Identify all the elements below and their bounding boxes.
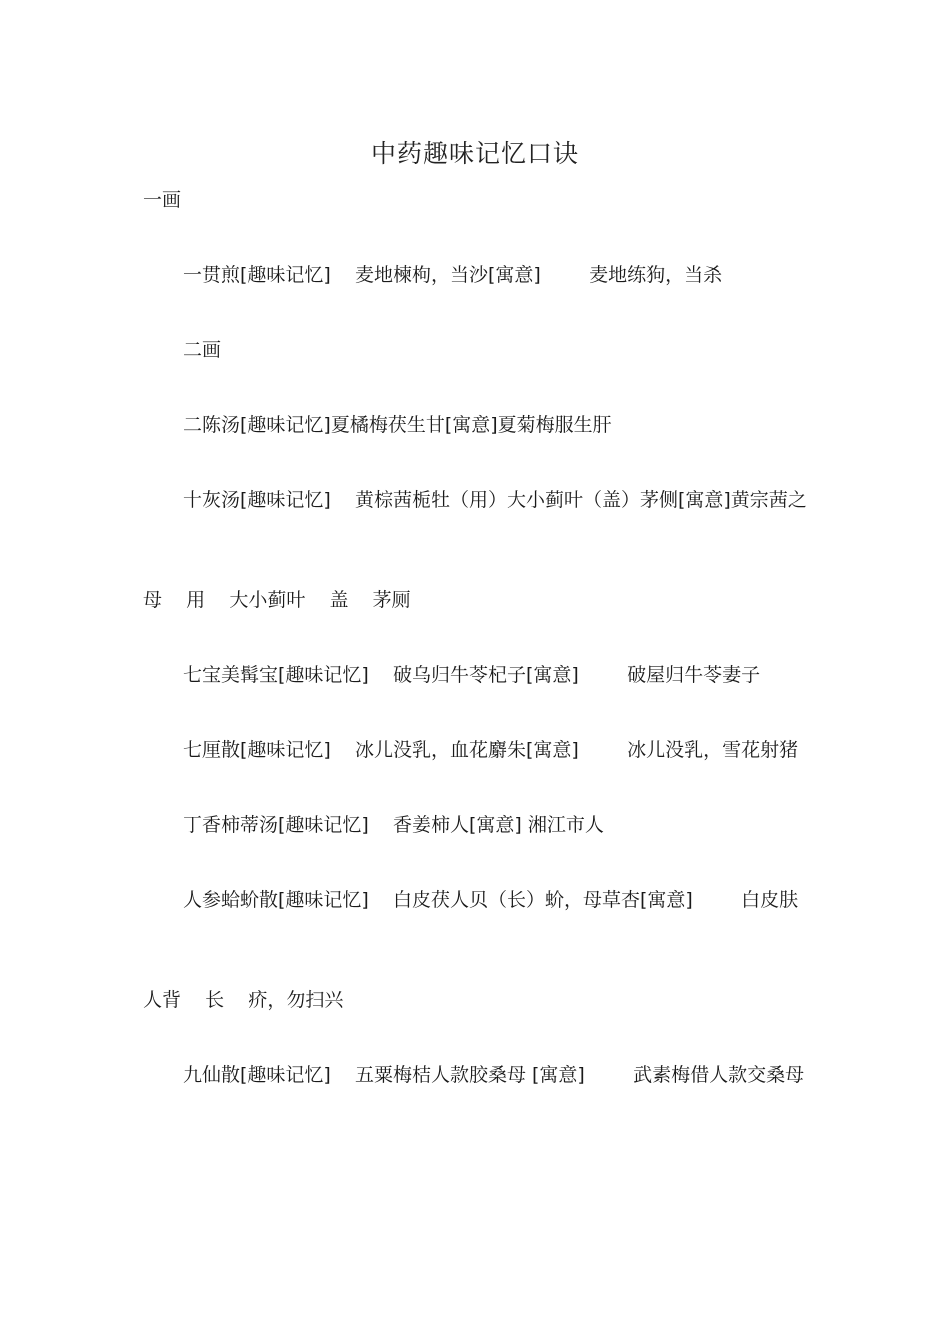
text-line: 九仙散[趣味记忆] 五粟梅桔人款胶桑母 [寓意] 武素梅借人款交桑母 — [183, 1064, 805, 1086]
text-line: 人参蛤蚧散[趣味记忆] 白皮茯人贝（长）蚧，母草杏[寓意] 白皮肤 — [183, 889, 799, 911]
document-title: 中药趣味记忆口诀 — [370, 139, 579, 168]
text-line: 二陈汤[趣味记忆]夏橘梅茯生甘[寓意]夏菊梅服生肝 — [183, 414, 612, 436]
text-line: 一贯煎[趣味记忆] 麦地楝枸，当沙[寓意] 麦地练狗，当杀 — [183, 264, 723, 286]
section-heading-one-stroke: 一画 — [143, 189, 182, 211]
text-line-continuation: 母 用 大小蓟叶 盖 茅厕 — [143, 589, 411, 611]
text-line: 七宝美髯宝[趣味记忆] 破乌归牛苓杞子[寓意] 破屋归牛苓妻子 — [183, 664, 761, 686]
text-line: 丁香柿蒂汤[趣味记忆] 香姜柿人[寓意] 湘江市人 — [183, 814, 604, 836]
text-line-continuation: 人背 长 疥，勿扫兴 — [143, 989, 344, 1011]
section-heading-two-stroke: 二画 — [183, 339, 222, 361]
text-line: 十灰汤[趣味记忆] 黄棕茜栀牡（用）大小蓟叶（盖）茅侧[寓意]黄宗茜之 — [183, 489, 807, 511]
text-line: 七厘散[趣味记忆] 冰儿没乳，血花麝朱[寓意] 冰儿没乳，雪花射猪 — [183, 739, 799, 761]
